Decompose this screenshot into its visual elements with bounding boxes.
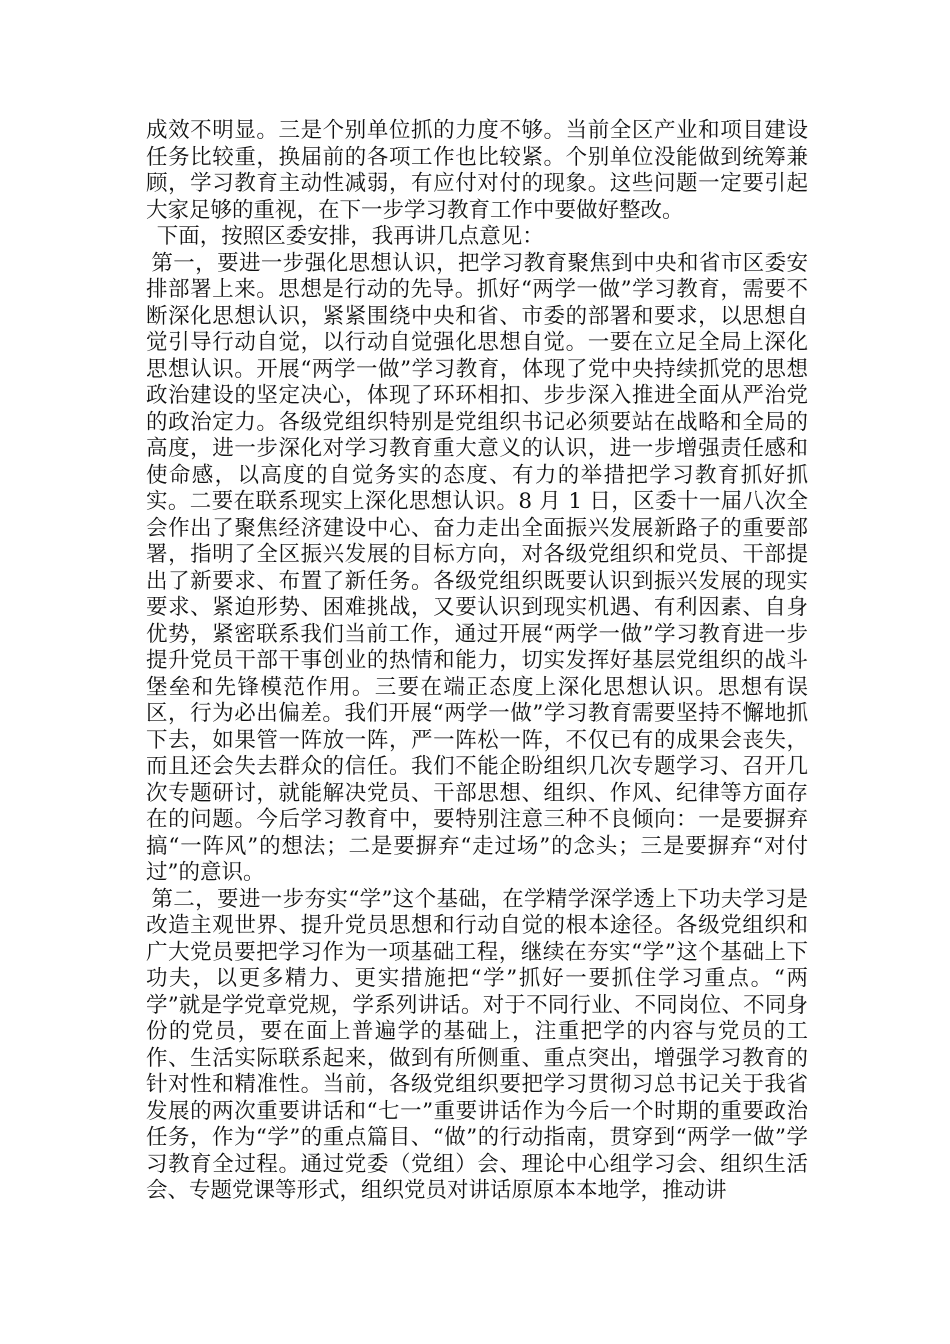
document-page bbox=[146, 118, 808, 1205]
paragraph-point-one: 第一，要进一步强化思想认识，把学习教育聚焦到中央和省市区委安排部署上来。思想是行动的先导。抓好“两学一做”学习教育，需要不断深化思想认识，紧紧围绕中央和省、市委的部署和要求，以思想自觉引导行动自觉，以行动自觉强化思想自觉。一要在立足全局上深化思想认识。开展“两学一做”学习教育，体现了党中央持续抓党的思想政治建设的坚定决心，体现了环环相扣、步步深入推进全面从严治党的政治定力。各级党组织特别是党组织书记必须要站在战略和全局的高度，进一步深化对学习教育重大意义的认识，进一步增强责任感和使命感，以高度的自觉务实的态度、有力的举措把学习教育抓好抓实。二要在联系现实上深化思想认识。8 月 1 日，区委十一届八次全会作出了聚焦经济建设中心、奋力走出全面振兴发展新路子的重要部署，指明了全区振兴发展的目标方向，对各级党组织和党员、干部提出了新要求、布置了新任务。各级党组织既要认识到振兴发展的现实要求、紧迫形势、困难挑战，又要认识到现实机遇、有利因素、自身优势，紧密联系我们当前工作，通过开展“两学一做”学习教育进一步提升党员干部干事创业的热情和能力，切实发挥好基层党组织的战斗堡垒和先锋模范作用。三要在端正态度上深化思想认识。思想有误区，行为必出偏差。我们开展“两学一做”学习教育需要坚持不懈地抓下去，如果管一阵放一阵，严一阵松一阵，不仅已有的成果会丧失，而且还会失去群众的信任。我们不能企盼组织几次专题学习、召开几次专题研讨，就能解决党员、干部思想、组织、作风、纪律等方面存在的问题。今后学习教育中，要特别注意三种不良倾向：一是要摒弃搞“一阵风”的想法；二是要摒弃“走过场”的念头；三是要摒弃“对付过”的意识。 bbox=[146, 250, 808, 885]
paragraph-intro: 成效不明显。三是个别单位抓的力度不够。当前全区产业和项目建设任务比较重，换届前的各项工作也比较紧。个别单位没能做到统筹兼顾，学习教育主动性减弱，有应付对付的现象。这些问题一定要引起大家足够的重视，在下一步学习教育工作中要做好整改。 bbox=[146, 118, 808, 223]
paragraph-transition: 下面，按照区委安排，我再讲几点意见： bbox=[156, 224, 544, 249]
paragraph-point-two: 第二，要进一步夯实“学”这个基础，在学精学深学透上下功夫学习是改造主观世界、提升党员思想和行动自觉的根本途径。各级党组织和广大党员要把学习作为一项基础工程，继续在夯实“学”这个基础上下功夫，以更多精力、更实措施把“学”抓好一要抓住学习重点。“两学”就是学党章党规，学系列讲话。对于不同行业、不同岗位、不同身份的党员，要在面上普遍学的基础上，注重把学的内容与党员的工作、生活实际联系起来，做到有所侧重、重点突出，增强学习教育的针对性和精准性。当前，各级党组织要把学习贯彻习总书记关于我省发展的两次重要讲话和“七一”重要讲话作为今后一个时期的重要政治任务，作为“学”的重点篇目、“做”的行动指南，贯穿到“两学一做”学习教育全过程。通过党委（党组）会、理论中心组学习会、组织生活会、专题党课等形式，组织党员对讲话原原本本地学，推动讲 bbox=[146, 886, 808, 1203]
